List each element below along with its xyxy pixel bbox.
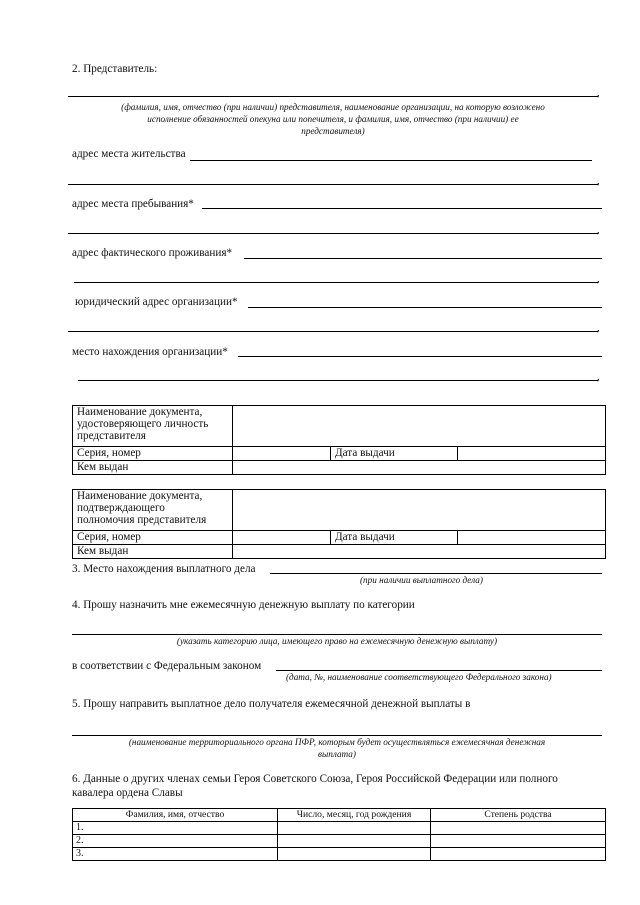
comma: , — [597, 87, 600, 99]
federal-law-caption: (дата, №, наименование соответствующего Федерального закона) — [286, 672, 552, 682]
organization-location-field[interactable] — [238, 356, 602, 357]
identity-document-table — [72, 405, 606, 475]
issue-date-field[interactable] — [458, 531, 606, 545]
issued-by-field[interactable] — [233, 461, 606, 475]
birth-date-cell[interactable] — [278, 822, 431, 835]
comma: , — [597, 175, 600, 187]
federal-law-label: в соответствии с Федеральным законом — [72, 660, 262, 672]
residence-address-label: адрес места жительства — [72, 148, 186, 160]
actual-address-field[interactable] — [244, 258, 602, 259]
legal-address-label: юридический адрес организации* — [75, 296, 238, 308]
relationship-cell[interactable] — [431, 822, 606, 835]
organization-location-label: место нахождения организации* — [72, 346, 228, 358]
doc-name-field[interactable] — [233, 490, 606, 531]
header-relationship: Степень родства — [431, 809, 606, 822]
issued-by-field[interactable] — [233, 545, 606, 559]
legal-address-field[interactable] — [248, 307, 602, 308]
section-3-label: 3. Место нахождения выплатного дела — [72, 563, 256, 575]
header-birth-date: Число, месяц, год рождения — [278, 809, 431, 822]
table-row — [73, 848, 606, 861]
comma: , — [597, 322, 600, 334]
relationship-cell[interactable] — [431, 835, 606, 848]
header-full-name: Фамилия, имя, отчество — [73, 809, 278, 822]
table-row — [73, 822, 606, 835]
residence-address-field[interactable] — [190, 160, 592, 161]
section-4-label: 4. Прошу назначить мне ежемесячную денежную выплату по категории — [72, 599, 415, 611]
section-2-title: 2. Представитель: — [72, 63, 158, 75]
issue-date-field[interactable] — [458, 447, 606, 461]
stay-address-field-2[interactable] — [68, 233, 598, 234]
stay-address-field[interactable] — [202, 208, 602, 209]
residence-address-field-2[interactable] — [68, 184, 598, 185]
doc-name-label: Наименование документа, удостоверяющего личность представителя — [73, 406, 233, 447]
pfr-body-caption: (наименование территориального органа ПФР, которым будет осуществляться ежемесячная денежная выплата) — [128, 737, 546, 759]
stay-address-label: адрес места пребывания* — [72, 198, 194, 210]
section-5-label: 5. Прошу направить выплатное дело получателя ежемесячной денежной выплаты в — [72, 698, 471, 710]
doc-name-label: Наименование документа, подтверждающего полномочия представителя — [73, 490, 233, 531]
comma: , — [597, 273, 600, 285]
series-number-field[interactable] — [233, 447, 331, 461]
row-number[interactable]: 3. — [73, 848, 278, 861]
row-number[interactable]: 2. — [73, 835, 278, 848]
actual-address-field-2[interactable] — [74, 282, 598, 283]
organization-location-field-2[interactable] — [78, 380, 598, 381]
issued-by-label: Кем выдан — [73, 461, 233, 475]
issue-date-label: Дата выдачи — [331, 447, 458, 461]
section-3-caption: (при наличии выплатного дела) — [360, 575, 483, 585]
comma: , — [597, 224, 600, 236]
legal-address-field-2[interactable] — [68, 331, 598, 332]
issue-date-label: Дата выдачи — [331, 531, 458, 545]
row-number[interactable]: 1. — [73, 822, 278, 835]
table-row — [73, 835, 606, 848]
doc-name-field[interactable] — [233, 406, 606, 447]
representative-name-field[interactable] — [68, 96, 598, 97]
representative-caption: (фамилия, имя, отчество (при наличии) представителя, наименование организации, на которую возложено исполнение обязанностей опекуна или попечителя, и фамилия, имя, отчество (при наличии) ее представителя) — [121, 102, 545, 136]
category-caption: (указать категорию лица, имеющего право на ежемесячную денежную выплату) — [176, 636, 498, 646]
series-number-field[interactable] — [233, 531, 331, 545]
actual-address-label: адрес фактического проживания* — [72, 247, 233, 259]
birth-date-cell[interactable] — [278, 848, 431, 861]
series-number-label: Серия, номер — [73, 447, 233, 461]
series-number-label: Серия, номер — [73, 531, 233, 545]
authority-document-table — [72, 489, 606, 559]
relationship-cell[interactable] — [431, 848, 606, 861]
comma: , — [597, 371, 600, 383]
family-members-table — [72, 808, 606, 861]
birth-date-cell[interactable] — [278, 835, 431, 848]
section-6-title: 6. Данные о других членах семьи Героя Советского Союза, Героя Российской Федерации или полного кавалера ордена Славы — [72, 773, 558, 799]
issued-by-label: Кем выдан — [73, 545, 233, 559]
